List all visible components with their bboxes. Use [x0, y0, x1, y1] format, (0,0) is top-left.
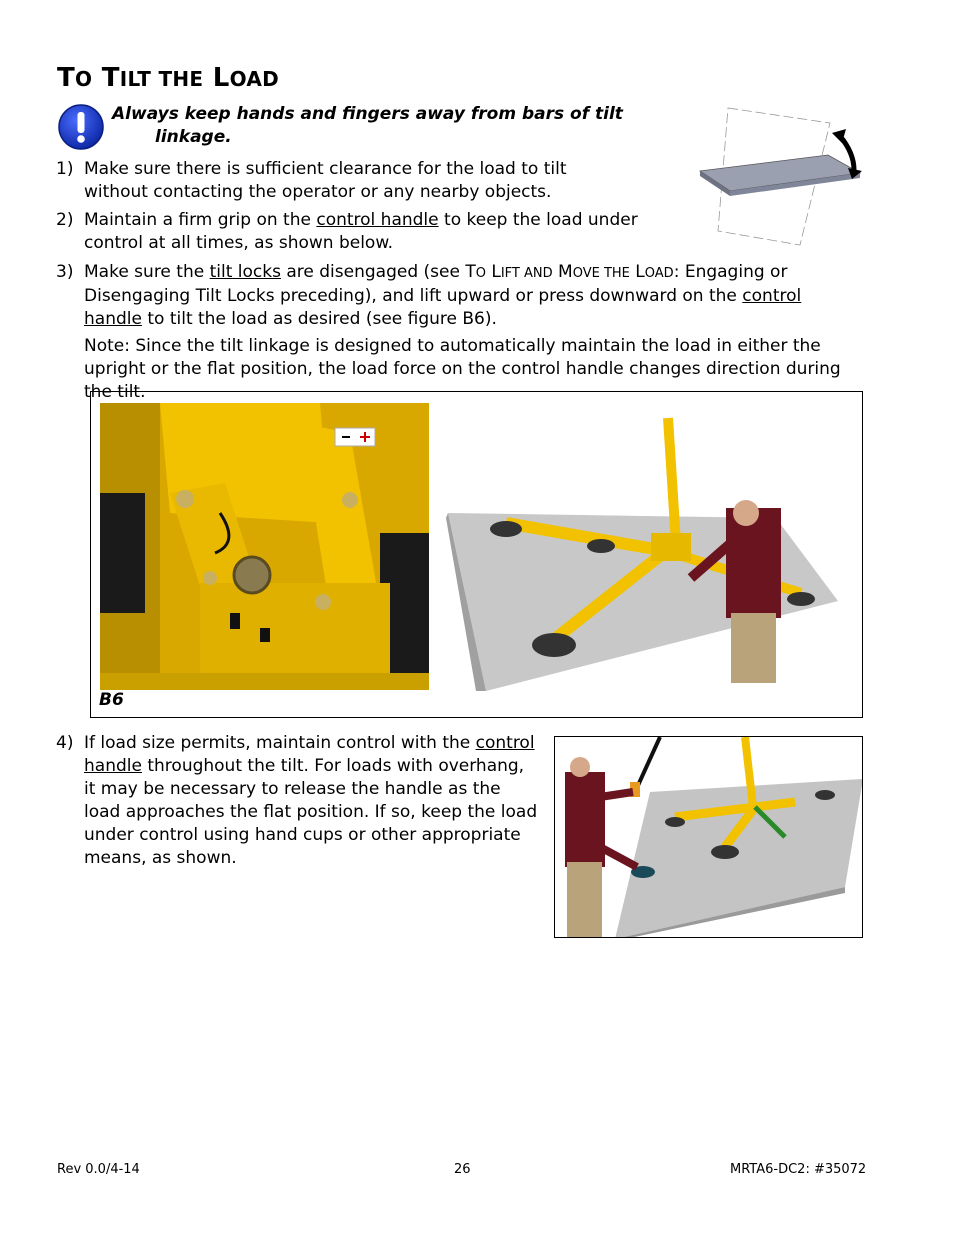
step-number: 3): [56, 262, 74, 282]
control-handle-link: control handle: [84, 733, 535, 776]
exclamation-warning-icon: [57, 103, 105, 151]
page-title: TO TILT THE LOAD: [57, 63, 280, 93]
tilt-linkage-closeup-photo: [100, 403, 429, 690]
control-handle-link: control handle: [84, 286, 802, 329]
control-handle-link: control handle: [316, 210, 439, 230]
operator-tilting-load-photo: [446, 413, 844, 691]
note-text: Note: Since the tilt linkage is designed to automatically maintain the load in either the upright or the flat position, the load force on the control handle changes direction during the tilt.: [84, 336, 841, 402]
step-3-text: Make sure the tilt locks are disengaged (see TO LIFT AND MOVE THE LOAD: Engaging or Disengaging Tilt Locks preceding), and lift upward or press downward on the control handle to tilt the load as desired (see figure B6).: [84, 262, 802, 329]
step-number: 1): [56, 159, 74, 179]
hand-cup-control-photo: [554, 736, 863, 938]
figure-label: B6: [99, 690, 124, 710]
step-number: 2): [56, 210, 74, 230]
tilt-load-illustration: [690, 103, 870, 253]
step-number: 4): [56, 733, 74, 753]
step-1-text: Make sure there is sufficient clearance for the load to tilt without contacting the operator or any nearby objects.: [84, 159, 567, 202]
step-2-text: Maintain a firm grip on the control handle to keep the load under control at all times, as shown below.: [84, 210, 638, 253]
step-4-text: If load size permits, maintain control with the control handle throughout the tilt. For loads with overhang, it may be necessary to release the handle as the load approaches the flat position. If so, keep the load under control using hand cups or other appropriate means, as shown.: [84, 733, 538, 868]
footer-revision: Rev 0.0/4-14: [57, 1162, 140, 1177]
warning-text: Always keep hands and fingers away from bars of tilt linkage.: [112, 104, 623, 147]
tilt-locks-link: tilt locks: [209, 262, 281, 282]
footer-doc-id: MRTA6-DC2: #35072: [730, 1162, 867, 1177]
footer-page-number: 26: [454, 1162, 471, 1177]
